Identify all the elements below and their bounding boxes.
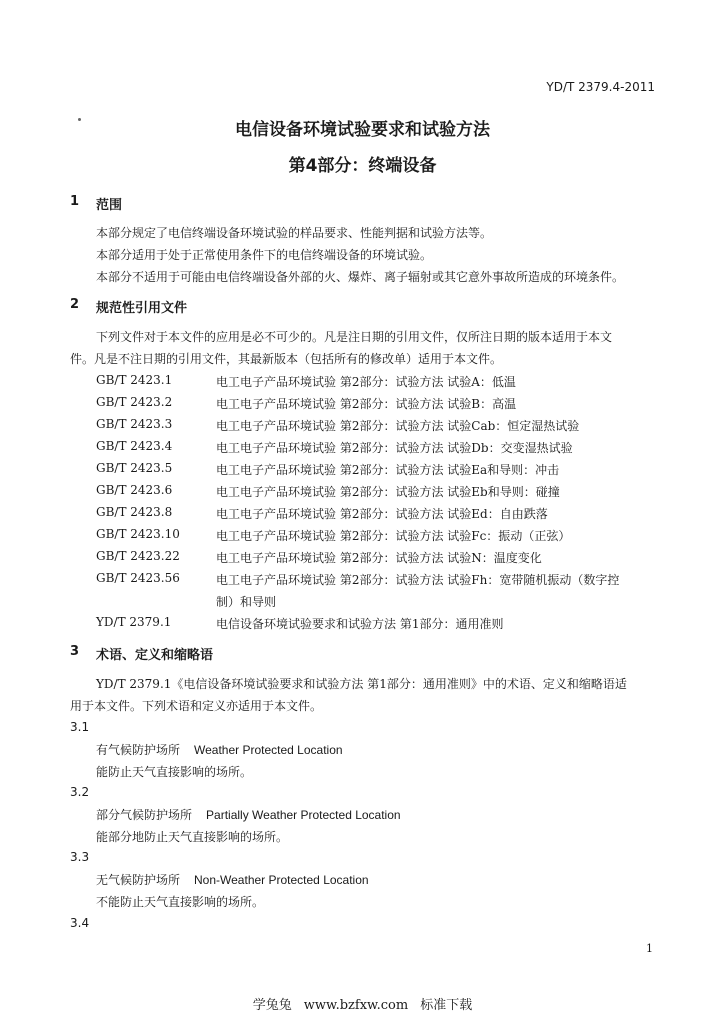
reference-code: GB/T 2423.6 [96,483,173,497]
reference-code: GB/T 2423.56 [96,571,180,585]
term-entry [96,806,401,823]
reference-title-continued: 制）和导则 [216,595,277,609]
term-english: Non-Weather Protected Location [194,873,369,887]
reference-code: GB/T 2423.2 [96,395,173,409]
section-1-number: 1 [70,194,80,209]
page-number: 1 [646,942,653,955]
reference-code: GB/T 2423.22 [96,549,180,563]
footer-tag: 标准下载 [420,998,473,1013]
terms-intro: YD/T 2379.1《电信设备环境试验要求和试验方法 第1部分：通用准则》中的术语、定义和缩略语适 [96,677,627,691]
clause-number: 3.4 [70,916,90,930]
clause-number: 3.3 [70,850,90,864]
document-subtitle: 第4部分：终端设备 [288,156,437,176]
term-chinese: 有气候防护场所 [96,743,181,757]
term-definition: 能防止天气直接影响的场所。 [96,765,253,779]
reference-code: GB/T 2423.4 [96,439,173,453]
scope-paragraph: 本部分规定了电信终端设备环境试验的样品要求、性能判据和试验方法等。 [96,226,493,240]
references-intro: 件。凡是不注日期的引用文件，其最新版本（包括所有的修改单）适用于本文件。 [70,352,503,366]
reference-code: GB/T 2423.1 [96,373,173,387]
term-definition: 不能防止天气直接影响的场所。 [96,895,265,909]
reference-code: GB/T 2423.10 [96,527,180,541]
term-english: Weather Protected Location [194,743,343,757]
section-3-heading: 术语、定义和缩略语 [96,648,214,663]
scope-paragraph: 本部分不适用于可能由电信终端设备外部的火、爆炸、离子辐射或其它意外事故所造成的环境条件。 [96,270,625,284]
section-1-heading: 范围 [96,198,123,213]
footer-site-name: 学兔兔 [252,998,292,1013]
reference-title: 电工电子产品环境试验 第2部分：试验方法 试验Cab：恒定湿热试验 [216,419,580,433]
section-2-number: 2 [70,297,80,312]
document-number: YD/T 2379.4-2011 [546,80,655,94]
reference-code: GB/T 2423.5 [96,461,173,475]
reference-title: 电信设备环境试验要求和试验方法 第1部分：通用准则 [216,617,504,631]
reference-title: 电工电子产品环境试验 第2部分：试验方法 试验A：低温 [216,375,516,389]
scope-paragraph: 本部分适用于处于正常使用条件下的电信终端设备的环境试验。 [96,248,433,262]
reference-title: 电工电子产品环境试验 第2部分：试验方法 试验Ea和导则：冲击 [216,463,560,477]
references-intro: 下列文件对于本文件的应用是必不可少的。凡是注日期的引用文件，仅所注日期的版本适用于本文 [96,330,613,344]
reference-title: 电工电子产品环境试验 第2部分：试验方法 试验Db：交变湿热试验 [216,441,573,455]
reference-title: 电工电子产品环境试验 第2部分：试验方法 试验B：高温 [216,397,517,411]
reference-code: GB/T 2423.3 [96,417,173,431]
document-title: 电信设备环境试验要求和试验方法 [235,120,490,140]
clause-number: 3.2 [70,785,90,799]
section-2-heading: 规范性引用文件 [96,301,188,316]
clause-number: 3.1 [70,720,90,734]
reference-title: 电工电子产品环境试验 第2部分：试验方法 试验N：温度变化 [216,551,542,565]
reference-title: 电工电子产品环境试验 第2部分：试验方法 试验Eb和导则：碰撞 [216,485,560,499]
footer-url[interactable]: www.bzfxw.com [303,998,409,1013]
watermark-footer [0,994,725,1013]
reference-code: YD/T 2379.1 [96,615,172,629]
section-3-number: 3 [70,644,80,659]
term-english: Partially Weather Protected Location [206,808,401,822]
term-chinese: 部分气候防护场所 [96,808,193,822]
terms-intro: 用于本文件。下列术语和定义亦适用于本文件。 [70,699,323,713]
term-entry [96,741,343,758]
term-chinese: 无气候防护场所 [96,873,181,887]
reference-title: 电工电子产品环境试验 第2部分：试验方法 试验Fc：振动（正弦） [216,529,571,543]
reference-title: 电工电子产品环境试验 第2部分：试验方法 试验Fh：宽带随机振动（数字控 [216,573,620,587]
term-definition: 能部分地防止天气直接影响的场所。 [96,830,289,844]
reference-code: GB/T 2423.8 [96,505,173,519]
term-entry [96,871,369,888]
reference-title: 电工电子产品环境试验 第2部分：试验方法 试验Ed：自由跌落 [216,507,548,521]
